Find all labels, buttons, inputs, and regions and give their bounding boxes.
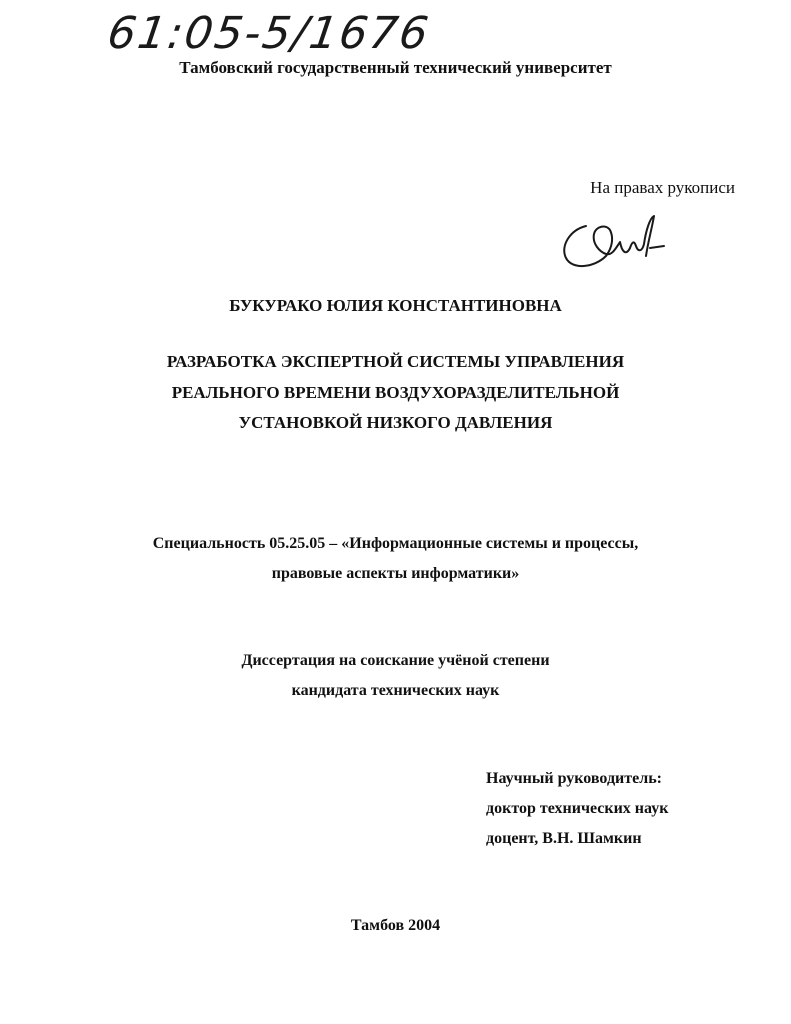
specialty-line-1: Специальность 05.25.05 – «Информационные системы и процессы, (152, 535, 639, 552)
dissertation-title-line-1: РАЗРАБОТКА ЭКСПЕРТНОЙ СИСТЕМЫ УПРАВЛЕНИЯ (166, 352, 625, 371)
advisor-line-2: доктор технических наук (486, 800, 669, 817)
degree-line-2: кандидата технических наук (291, 682, 500, 699)
signature-image (556, 212, 666, 274)
handwritten-archive-number: 61:05-5/1676 (104, 8, 434, 59)
advisor-line-1: Научный руководитель: (486, 770, 662, 787)
author-name: БУКУРАКО ЮЛИЯ КОНСТАНТИНОВНА (229, 296, 562, 315)
degree-line-1: Диссертация на соискание учёной степени (241, 652, 550, 669)
city-year: Тамбов 2004 (350, 917, 441, 934)
specialty-line-2: правовые аспекты информатики» (271, 565, 520, 582)
university-name: Тамбовский государственный технический университет (179, 58, 612, 77)
dissertation-title-line-3: УСТАНОВКОЙ НИЗКОГО ДАВЛЕНИЯ (238, 413, 553, 432)
advisor-line-3: доцент, В.Н. Шамкин (486, 830, 642, 847)
dissertation-title-line-2: РЕАЛЬНОГО ВРЕМЕНИ ВОЗДУХОРАЗДЕЛИТЕЛЬНОЙ (171, 383, 620, 402)
rights-note: На правах рукописи (590, 178, 735, 197)
